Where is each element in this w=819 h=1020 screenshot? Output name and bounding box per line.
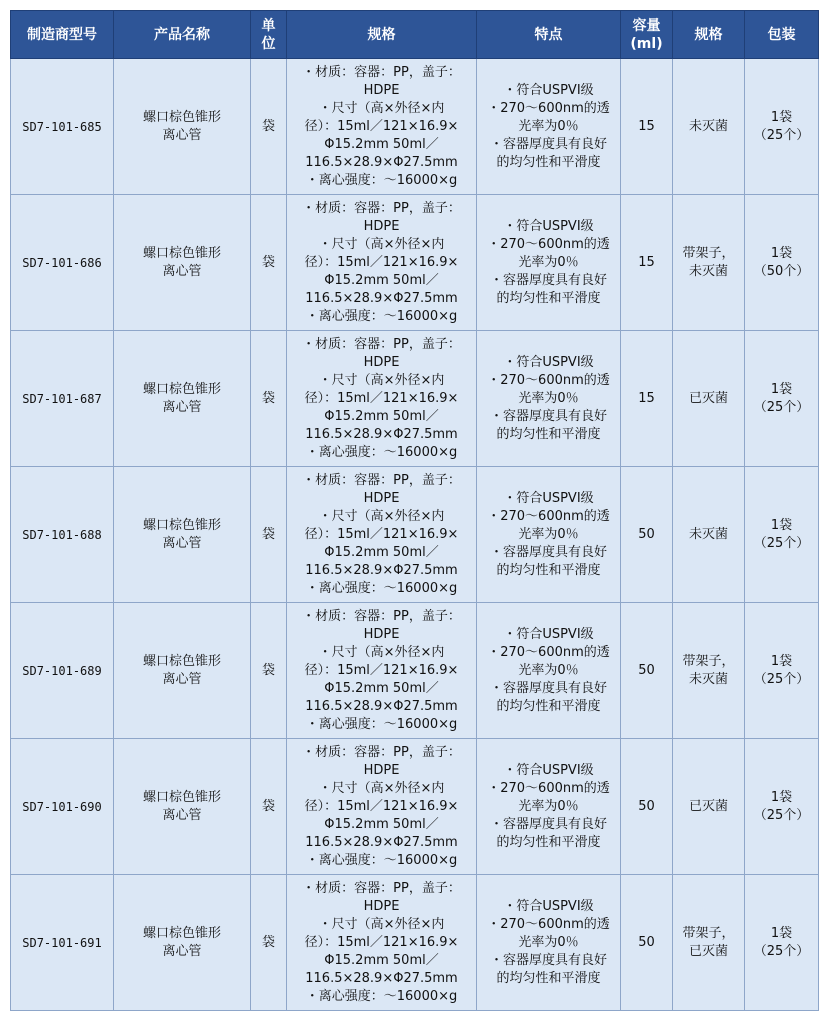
cell-spec2-line: 未灭菌 — [688, 671, 728, 687]
cell-features-line: 的均匀性和平滑度 — [496, 426, 601, 442]
cell-unit: 袋 — [251, 875, 287, 1011]
cell-unit: 袋 — [251, 195, 287, 331]
cell-package-line: （25个） — [753, 807, 810, 823]
cell-package-line: 1袋 — [770, 789, 793, 805]
cell-spec-line: ・材质：容器：PP，盖子： — [302, 880, 461, 896]
cell-package — [745, 467, 819, 603]
cell-spec-line: ・离心强度：～16000×g — [305, 580, 458, 596]
cell-product-name-line: 螺口棕色锥形 — [142, 109, 221, 125]
cell-spec-line: ・离心强度：～16000×g — [305, 172, 458, 188]
cell-spec — [287, 467, 477, 603]
cell-features-line: ・270～600nm的透 — [487, 236, 610, 252]
table-row — [11, 195, 819, 331]
cell-spec-line: Φ15.2mm 50ml／ — [324, 136, 439, 152]
cell-capacity: 50 — [621, 739, 673, 875]
cell-unit: 袋 — [251, 603, 287, 739]
cell-spec-line: HDPE — [363, 762, 400, 778]
cell-spec-line: ・尺寸（高×外径×内 — [318, 100, 445, 116]
cell-features-line: ・270～600nm的透 — [487, 916, 610, 932]
cell-features — [477, 195, 621, 331]
cell-spec-line: HDPE — [363, 354, 400, 370]
cell-unit: 袋 — [251, 331, 287, 467]
table-row — [11, 875, 819, 1011]
table-row — [11, 59, 819, 195]
cell-features — [477, 875, 621, 1011]
cell-features-line: 光率为0％ — [518, 254, 579, 270]
cell-spec-line: Φ15.2mm 50ml／ — [324, 816, 439, 832]
cell-package-line: 1袋 — [770, 109, 793, 125]
cell-package-line: （50个） — [753, 263, 810, 279]
cell-spec-line: ・尺寸（高×外径×内 — [318, 372, 445, 388]
cell-features-line: 的均匀性和平滑度 — [496, 154, 601, 170]
cell-spec2 — [673, 739, 745, 875]
cell-features-line: ・容器厚度具有良好 — [489, 408, 607, 424]
cell-spec-line: 径）：15ml／121×16.9× — [304, 526, 459, 542]
cell-spec — [287, 875, 477, 1011]
cell-features-line: ・符合USPVI级 — [503, 898, 594, 914]
cell-product-name-line: 离心管 — [162, 535, 202, 551]
cell-capacity: 50 — [621, 603, 673, 739]
cell-model: SD7-101-685 — [11, 59, 114, 195]
cell-spec — [287, 739, 477, 875]
cell-features-line: ・270～600nm的透 — [487, 644, 610, 660]
cell-spec2-line: 带架子， — [682, 653, 735, 669]
cell-features-line: ・容器厚度具有良好 — [489, 544, 607, 560]
cell-model: SD7-101-689 — [11, 603, 114, 739]
cell-spec-line: ・离心强度：～16000×g — [305, 852, 458, 868]
cell-spec-line: Φ15.2mm 50ml／ — [324, 272, 439, 288]
cell-product-name — [114, 331, 251, 467]
cell-spec2 — [673, 195, 745, 331]
cell-package — [745, 603, 819, 739]
cell-package-line: （25个） — [753, 535, 810, 551]
cell-spec-line: 径）：15ml／121×16.9× — [304, 118, 459, 134]
cell-package-line: （25个） — [753, 127, 810, 143]
cell-features-line: ・容器厚度具有良好 — [489, 952, 607, 968]
cell-product-name-line: 螺口棕色锥形 — [142, 517, 221, 533]
header-capacity: 容量 (ml) — [621, 11, 673, 59]
cell-features — [477, 739, 621, 875]
cell-features-line: ・容器厚度具有良好 — [489, 136, 607, 152]
cell-product-name — [114, 603, 251, 739]
cell-spec-line: ・离心强度：～16000×g — [305, 444, 458, 460]
cell-package-line: 1袋 — [770, 517, 793, 533]
cell-capacity: 50 — [621, 467, 673, 603]
cell-product-name — [114, 467, 251, 603]
cell-model: SD7-101-687 — [11, 331, 114, 467]
header-spec: 规格 — [287, 11, 477, 59]
cell-product-name-line: 离心管 — [162, 807, 202, 823]
table-row — [11, 467, 819, 603]
cell-spec — [287, 59, 477, 195]
cell-capacity: 50 — [621, 875, 673, 1011]
cell-capacity: 15 — [621, 195, 673, 331]
cell-spec-line: ・尺寸（高×外径×内 — [318, 236, 445, 252]
cell-spec2-line: 带架子， — [682, 925, 735, 941]
cell-spec-line: 116.5×28.9×Φ27.5mm — [305, 154, 458, 170]
cell-features-line: ・容器厚度具有良好 — [489, 680, 607, 696]
cell-features-line: ・270～600nm的透 — [487, 508, 610, 524]
cell-product-name — [114, 195, 251, 331]
cell-spec-line: ・离心强度：～16000×g — [305, 988, 458, 1004]
cell-capacity: 15 — [621, 59, 673, 195]
cell-model: SD7-101-686 — [11, 195, 114, 331]
cell-spec-line: ・材质：容器：PP，盖子： — [302, 64, 461, 80]
cell-features-line: 的均匀性和平滑度 — [496, 698, 601, 714]
cell-spec-line: 116.5×28.9×Φ27.5mm — [305, 290, 458, 306]
cell-features-line: 光率为0％ — [518, 390, 579, 406]
cell-spec-line: Φ15.2mm 50ml／ — [324, 680, 439, 696]
cell-product-name-line: 离心管 — [162, 399, 202, 415]
cell-product-name-line: 螺口棕色锥形 — [142, 381, 221, 397]
cell-spec2 — [673, 875, 745, 1011]
cell-spec-line: ・离心强度：～16000×g — [305, 716, 458, 732]
cell-spec-line: Φ15.2mm 50ml／ — [324, 952, 439, 968]
cell-features — [477, 467, 621, 603]
cell-model: SD7-101-691 — [11, 875, 114, 1011]
cell-features-line: 的均匀性和平滑度 — [496, 290, 601, 306]
cell-package — [745, 739, 819, 875]
cell-spec-line: ・材质：容器：PP，盖子： — [302, 472, 461, 488]
cell-spec-line: ・尺寸（高×外径×内 — [318, 780, 445, 796]
cell-spec — [287, 603, 477, 739]
header-product-name: 产品名称 — [114, 11, 251, 59]
cell-spec2-line: 已灭菌 — [688, 798, 728, 814]
table-row — [11, 739, 819, 875]
cell-spec2 — [673, 603, 745, 739]
cell-spec — [287, 195, 477, 331]
cell-product-name-line: 离心管 — [162, 263, 202, 279]
cell-model: SD7-101-690 — [11, 739, 114, 875]
cell-package-line: 1袋 — [770, 381, 793, 397]
cell-unit: 袋 — [251, 59, 287, 195]
cell-features-line: ・符合USPVI级 — [503, 354, 594, 370]
cell-features — [477, 603, 621, 739]
cell-spec-line: HDPE — [363, 626, 400, 642]
cell-spec-line: HDPE — [363, 218, 400, 234]
cell-spec-line: HDPE — [363, 82, 400, 98]
cell-package-line: （25个） — [753, 671, 810, 687]
cell-package-line: 1袋 — [770, 245, 793, 261]
cell-spec-line: ・材质：容器：PP，盖子： — [302, 200, 461, 216]
cell-spec-line: 径）：15ml／121×16.9× — [304, 934, 459, 950]
product-spec-table — [10, 10, 819, 1011]
cell-features-line: ・符合USPVI级 — [503, 626, 594, 642]
cell-spec-line: 径）：15ml／121×16.9× — [304, 798, 459, 814]
cell-spec-line: 116.5×28.9×Φ27.5mm — [305, 970, 458, 986]
cell-spec-line: 116.5×28.9×Φ27.5mm — [305, 426, 458, 442]
cell-spec-line: Φ15.2mm 50ml／ — [324, 544, 439, 560]
cell-features-line: 光率为0％ — [518, 118, 579, 134]
cell-product-name-line: 螺口棕色锥形 — [142, 925, 221, 941]
header-package: 包装 — [745, 11, 819, 59]
cell-features — [477, 331, 621, 467]
cell-features-line: ・符合USPVI级 — [503, 490, 594, 506]
cell-spec-line: HDPE — [363, 490, 400, 506]
cell-spec2 — [673, 331, 745, 467]
cell-spec — [287, 331, 477, 467]
table-row — [11, 603, 819, 739]
cell-product-name-line: 离心管 — [162, 671, 202, 687]
cell-spec-line: ・材质：容器：PP，盖子： — [302, 744, 461, 760]
cell-capacity: 15 — [621, 331, 673, 467]
cell-package — [745, 331, 819, 467]
cell-features — [477, 59, 621, 195]
cell-spec2-line: 未灭菌 — [688, 263, 728, 279]
cell-features-line: 的均匀性和平滑度 — [496, 562, 601, 578]
cell-spec2-line: 未灭菌 — [688, 526, 728, 542]
cell-spec-line: ・材质：容器：PP，盖子： — [302, 336, 461, 352]
cell-product-name-line: 离心管 — [162, 127, 202, 143]
cell-features-line: 光率为0％ — [518, 934, 579, 950]
cell-spec-line: 径）：15ml／121×16.9× — [304, 662, 459, 678]
cell-package — [745, 875, 819, 1011]
cell-spec-line: ・尺寸（高×外径×内 — [318, 916, 445, 932]
cell-spec-line: 116.5×28.9×Φ27.5mm — [305, 698, 458, 714]
cell-package-line: （25个） — [753, 943, 810, 959]
cell-spec2-line: 已灭菌 — [688, 943, 728, 959]
cell-product-name-line: 螺口棕色锥形 — [142, 789, 221, 805]
cell-product-name-line: 螺口棕色锥形 — [142, 653, 221, 669]
cell-features-line: 的均匀性和平滑度 — [496, 834, 601, 850]
table-row — [11, 331, 819, 467]
cell-package — [745, 195, 819, 331]
cell-product-name — [114, 739, 251, 875]
cell-package-line: （25个） — [753, 399, 810, 415]
cell-features-line: ・270～600nm的透 — [487, 100, 610, 116]
cell-spec2 — [673, 467, 745, 603]
cell-spec2-line: 未灭菌 — [688, 118, 728, 134]
cell-spec-line: 径）：15ml／121×16.9× — [304, 254, 459, 270]
cell-features-line: ・容器厚度具有良好 — [489, 272, 607, 288]
cell-spec2-line: 带架子， — [682, 245, 735, 261]
cell-features-line: ・符合USPVI级 — [503, 218, 594, 234]
cell-unit: 袋 — [251, 739, 287, 875]
cell-spec-line: Φ15.2mm 50ml／ — [324, 408, 439, 424]
cell-package-line: 1袋 — [770, 925, 793, 941]
cell-features-line: 的均匀性和平滑度 — [496, 970, 601, 986]
cell-spec-line: ・材质：容器：PP，盖子： — [302, 608, 461, 624]
cell-features-line: 光率为0％ — [518, 526, 579, 542]
cell-features-line: ・270～600nm的透 — [487, 780, 610, 796]
header-row — [11, 11, 819, 59]
cell-features-line: ・270～600nm的透 — [487, 372, 610, 388]
cell-package — [745, 59, 819, 195]
cell-spec2-line: 已灭菌 — [688, 390, 728, 406]
cell-product-name-line: 离心管 — [162, 943, 202, 959]
cell-model: SD7-101-688 — [11, 467, 114, 603]
cell-spec-line: ・尺寸（高×外径×内 — [318, 508, 445, 524]
header-spec2: 规格 — [673, 11, 745, 59]
cell-unit: 袋 — [251, 467, 287, 603]
cell-spec-line: 116.5×28.9×Φ27.5mm — [305, 834, 458, 850]
cell-spec2 — [673, 59, 745, 195]
header-model: 制造商型号 — [11, 11, 114, 59]
header-unit: 单 位 — [251, 11, 287, 59]
cell-features-line: 光率为0％ — [518, 662, 579, 678]
cell-spec-line: 116.5×28.9×Φ27.5mm — [305, 562, 458, 578]
cell-spec-line: 径）：15ml／121×16.9× — [304, 390, 459, 406]
cell-product-name-line: 螺口棕色锥形 — [142, 245, 221, 261]
cell-features-line: ・符合USPVI级 — [503, 762, 594, 778]
cell-features-line: ・容器厚度具有良好 — [489, 816, 607, 832]
cell-product-name — [114, 59, 251, 195]
cell-package-line: 1袋 — [770, 653, 793, 669]
header-features: 特点 — [477, 11, 621, 59]
cell-spec-line: HDPE — [363, 898, 400, 914]
cell-spec-line: ・离心强度：～16000×g — [305, 308, 458, 324]
cell-product-name — [114, 875, 251, 1011]
cell-features-line: 光率为0％ — [518, 798, 579, 814]
cell-features-line: ・符合USPVI级 — [503, 82, 594, 98]
cell-spec-line: ・尺寸（高×外径×内 — [318, 644, 445, 660]
